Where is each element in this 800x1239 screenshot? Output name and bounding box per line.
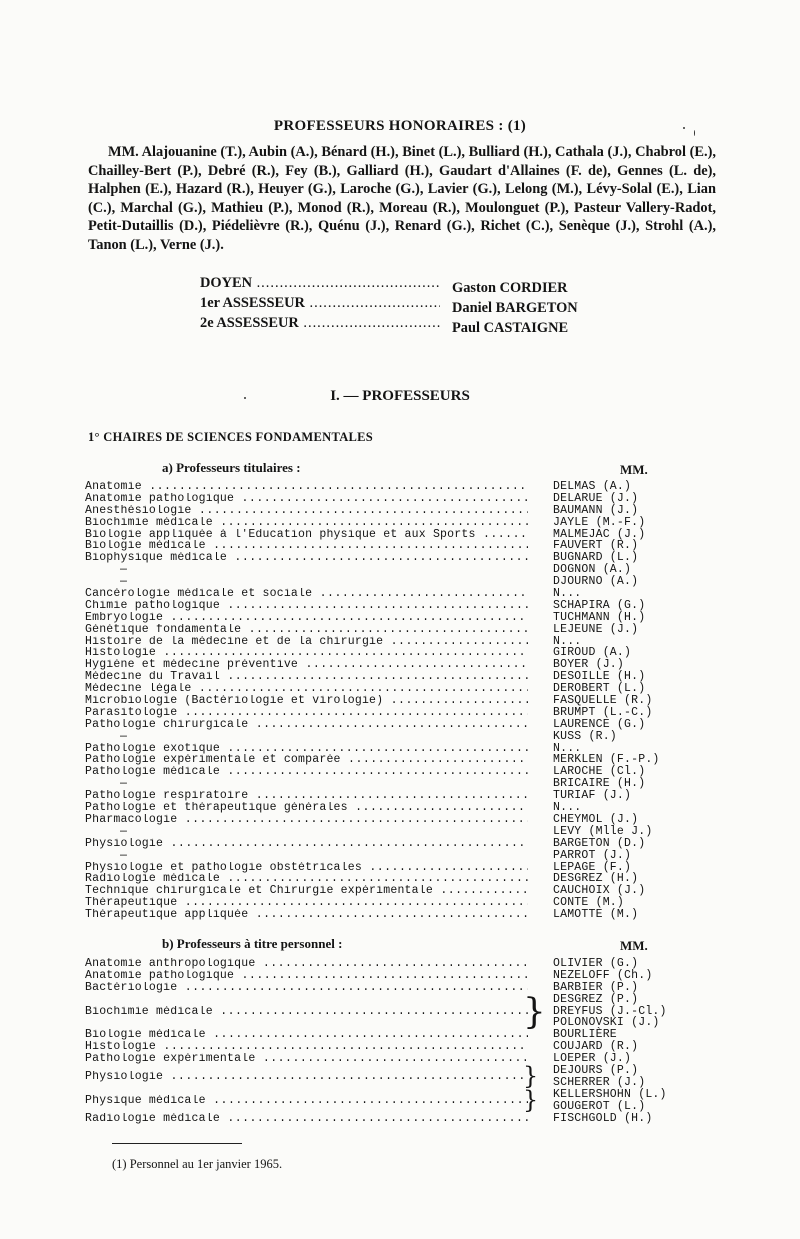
table-row — [85, 731, 685, 743]
subject-cell: Pathologie exotique ..... — [85, 743, 528, 755]
professor-cell: BOURLIÈRE — [553, 1028, 617, 1042]
subject-cell: Histoire de la médecine et de la chirurgie ..... — [85, 636, 528, 648]
titulaires-mm: MM. — [620, 462, 648, 477]
personnel-table — [85, 958, 685, 1125]
subject-cell: Physiologie et pathologie obstétricales ..... — [85, 862, 528, 874]
subject-cell: Pathologie expérimentale et comparée ..... — [85, 754, 528, 766]
officer-assesseur-2 — [200, 315, 568, 337]
subject-cell: Physiologie ..... — [85, 838, 528, 850]
subject-cell: — — [120, 564, 128, 577]
officer-assesseur-1 — [200, 295, 578, 317]
professor-cell: GOUGEROT (L.) — [553, 1099, 646, 1113]
subject-cell: — — [120, 576, 128, 589]
subject-cell: Biologie appliquée à l'Education physique et aux Sports ..... — [85, 529, 528, 541]
table-row — [85, 990, 685, 1032]
professor-cell: BRUMPT (L.-C.) — [553, 705, 653, 719]
footnote: (1) Personnel au 1er janvier 1965. — [112, 1157, 283, 1171]
print-speck — [244, 397, 246, 399]
professor-cell: DESOILLE (H.) — [553, 670, 646, 684]
professor-cell: SCHERRER (J.) — [553, 1075, 646, 1089]
table-row — [85, 909, 685, 921]
subject-cell: Radiologie médicale ..... — [85, 873, 528, 885]
professor-cell: N... — [553, 634, 582, 648]
subject-cell: Biochimie médicale ..... — [85, 1006, 528, 1018]
professor-cell: LEPAGE (F.) — [553, 860, 632, 874]
professor-cell: CAUCHOIX (J.) — [553, 884, 646, 898]
subject-cell: Anesthésiologie ..... — [85, 505, 528, 517]
professor-cell: DESGREZ (H.) — [553, 872, 639, 886]
titulaires-heading: a) Professeurs titulaires : — [162, 460, 301, 475]
professor-cell: DELARUE (J.) — [553, 491, 639, 505]
section-title: I. — PROFESSEURS — [330, 388, 470, 404]
table-row — [85, 1062, 685, 1091]
officer-name: Gaston CORDIER — [452, 280, 568, 296]
officer-role: DOYEN ..... — [200, 275, 440, 292]
professor-cell: DJOURNO (A.) — [553, 575, 639, 589]
professor-cell: TUCHMANN (H.) — [553, 610, 646, 624]
professor-cell: DESGREZ (P.) — [553, 992, 639, 1006]
professor-cell: MALMEJAC (J.) — [553, 527, 646, 541]
professor-cell: KELLERSHOHN (L.) — [553, 1087, 667, 1101]
subject-cell: Cancérologie médicale et sociale ..... — [85, 588, 528, 600]
brace-icon: } — [523, 1085, 539, 1114]
subject-cell: Histologie ..... — [85, 1041, 528, 1053]
professor-cell: JAYLE (M.-F.) — [553, 515, 646, 529]
professor-cell: DEROBERT (L.) — [553, 682, 646, 696]
subject-cell: — — [120, 730, 128, 743]
table-row — [85, 970, 685, 982]
personnel-heading: b) Professeurs à titre personnel : — [162, 936, 343, 951]
professor-cell: NEZELOFF (Ch.) — [553, 968, 653, 982]
honoraires-title: PROFESSEURS HONORAIRES : (1) — [273, 118, 527, 134]
professor-cell: LOEPER (J.) — [553, 1052, 632, 1066]
subject-cell: Hygiène et médecine préventive ..... — [85, 659, 528, 671]
subject-cell: Physique médicale ..... — [85, 1095, 528, 1107]
table-row — [85, 850, 685, 862]
professor-cell: MERKLEN (F.-P.) — [553, 753, 660, 767]
professor-cell: LAMOTTE (M.) — [553, 908, 639, 922]
personnel-mm: MM. — [620, 938, 648, 953]
professor-cell: SCHAPIRA (G.) — [553, 598, 646, 612]
professor-cell: PARROT (J.) — [553, 848, 632, 862]
subject-cell: Biologie médicale ..... — [85, 540, 528, 552]
subject-cell: Biochimie médicale ..... — [85, 517, 528, 529]
professor-cell: TURIAF (J.) — [553, 789, 632, 803]
professor-cell: KUSS (R.) — [553, 729, 617, 743]
table-row — [85, 600, 685, 612]
professor-cell: CONTE (M.) — [553, 896, 625, 910]
professor-cell: N... — [553, 801, 582, 815]
subject-cell: Médecine du Travail ..... — [85, 671, 528, 683]
professor-cell: DELMAS (A.) — [553, 480, 632, 493]
professor-cell: DEJOURS (P.) — [553, 1064, 639, 1078]
titulaires-table — [85, 481, 685, 921]
professor-cell: DOGNON (A.) — [553, 563, 632, 577]
subject-cell: Pathologie expérimentale ..... — [85, 1053, 528, 1065]
officer-name: Daniel BARGETON — [452, 300, 578, 316]
subject-cell: Technique chirurgicale et Chirurgie expérimentale ..... — [85, 885, 528, 897]
table-row — [85, 1113, 685, 1125]
brace-icon: } — [523, 1062, 539, 1091]
officer-role: 2e ASSESSEUR ..... — [200, 315, 440, 332]
subject-cell: Anatomie pathologique ..... — [85, 970, 528, 982]
professor-cell: POLONOVSKI (J.) — [553, 1016, 660, 1030]
subject-cell: Thérapeutique ..... — [85, 897, 528, 909]
professor-cell: LEJEUNE (J.) — [553, 622, 639, 636]
subject-cell: — — [120, 778, 128, 791]
subject-cell: Biologie médicale ..... — [85, 1029, 528, 1041]
subject-cell: Thérapeutique appliquée ..... — [85, 909, 528, 921]
subject-cell: Chimie pathologique ..... — [85, 600, 528, 612]
subject-cell: Médecine légale ..... — [85, 683, 528, 695]
officer-doyen — [200, 275, 568, 297]
professor-cell: BOYER (J.) — [553, 658, 625, 672]
table-row — [85, 826, 685, 838]
subject-cell: Anatomie anthropologique ..... — [85, 958, 528, 970]
subject-cell: Parasitologie ..... — [85, 707, 528, 719]
table-row — [85, 1085, 685, 1114]
subject-cell: Bactériologie ..... — [85, 982, 528, 994]
professor-cell: FAUVERT (R.) — [553, 539, 639, 553]
table-row — [85, 493, 685, 505]
subject-cell: Pathologie respiratoire ..... — [85, 790, 528, 802]
professor-cell: N... — [553, 741, 582, 755]
professor-cell: FASQUELLE (R.) — [553, 694, 653, 708]
table-row — [85, 505, 685, 517]
professor-cell: LAURENCE (G.) — [553, 717, 646, 731]
subject-cell: Biophysique médicale ..... — [85, 552, 528, 564]
subject-cell: Microbiologie (Bactériologie et virologie) ..... — [85, 695, 528, 707]
table-row — [85, 838, 685, 850]
table-row — [85, 790, 685, 802]
professor-cell: LEVY (Mlle J.) — [553, 824, 653, 838]
table-row — [85, 576, 685, 588]
subject-cell: Génétique fondamentale ..... — [85, 624, 528, 636]
professor-cell: FISCHGOLD (H.) — [553, 1111, 653, 1125]
subject-cell: Anatomie pathologique ..... — [85, 493, 528, 505]
table-row — [85, 719, 685, 731]
professor-cell: OLIVIER (G.) — [553, 957, 639, 970]
table-row — [85, 517, 685, 529]
honoraires-list: MM. Alajouanine (T.), Aubin (A.), Bénard (H.), Binet (L.), Bulliard (H.), Cathala (J.), Chabrol (E.), Chailley-Bert (P.), Debré (R.), Fey (B.), Galliard (H.), Gaudart d'Allaines (F. de), Gennes (L. de), Halphen (E.), Hazard (R.), Heuyer (G.), Laroche (G.), Lavier (G.), Lelong (M.), Lévy-Solal (E.), Lian (C.), Marchal (G.), Mathieu (P.), Monod (R.), Moreau (R.), Moulonguet (P.), Pasteur Vallery-Radot, Petit-Dutaillis (D.), Piédelièvre (R.), Quénu (J.), Renard (G.), Richet (C.), Senèque (J.), Strohl (A.), Tanon (L.), Verne (J.). — [88, 144, 716, 253]
professor-cell: COUJARD (R.) — [553, 1040, 639, 1054]
professor-cell: BAUMANN (J.) — [553, 503, 639, 517]
subject-cell: Embryologie ..... — [85, 612, 528, 624]
subject-cell: Pharmacologie ..... — [85, 814, 528, 826]
professor-cell: CHEYMOL (J.) — [553, 812, 639, 826]
professor-cell: N... — [553, 587, 582, 601]
subject-cell: Anatomie ..... — [85, 481, 528, 493]
subject-cell: Histologie ..... — [85, 647, 528, 659]
subject-cell: Pathologie chirurgicale ..... — [85, 719, 528, 731]
professor-cell: BARBIER (P.) — [553, 980, 639, 994]
professor-cell: LAROCHE (Cl.) — [553, 765, 646, 779]
subject-cell: Radiologie médicale ..... — [85, 1113, 528, 1125]
professor-cell: DREYFUS (J.-Cl.) — [553, 1004, 667, 1018]
subject-cell: Pathologie médicale ..... — [85, 766, 528, 778]
professor-cell: BUGNARD (L.) — [553, 551, 639, 565]
subject-cell: — — [120, 825, 128, 838]
subject-cell: Pathologie et thérapeutique générales ..... — [85, 802, 528, 814]
chaires-title: 1° CHAIRES DE SCIENCES FONDAMENTALES — [88, 430, 374, 444]
brace-icon: } — [523, 990, 546, 1032]
professor-cell: GIROUD (A.) — [553, 646, 632, 660]
footnote-divider — [112, 1143, 242, 1144]
professor-cell: BRICAIRE (H.) — [553, 777, 646, 791]
subject-cell: — — [120, 849, 128, 862]
professor-cell: BARGETON (D.) — [553, 836, 646, 850]
officer-role: 1er ASSESSEUR ..... — [200, 295, 440, 312]
officer-name: Paul CASTAIGNE — [452, 320, 569, 336]
subject-cell: Physiologie ..... — [85, 1071, 528, 1083]
print-speck — [694, 130, 695, 136]
table-row — [85, 624, 685, 636]
print-speck — [683, 127, 685, 129]
table-row — [85, 982, 685, 994]
table-row — [85, 612, 685, 624]
